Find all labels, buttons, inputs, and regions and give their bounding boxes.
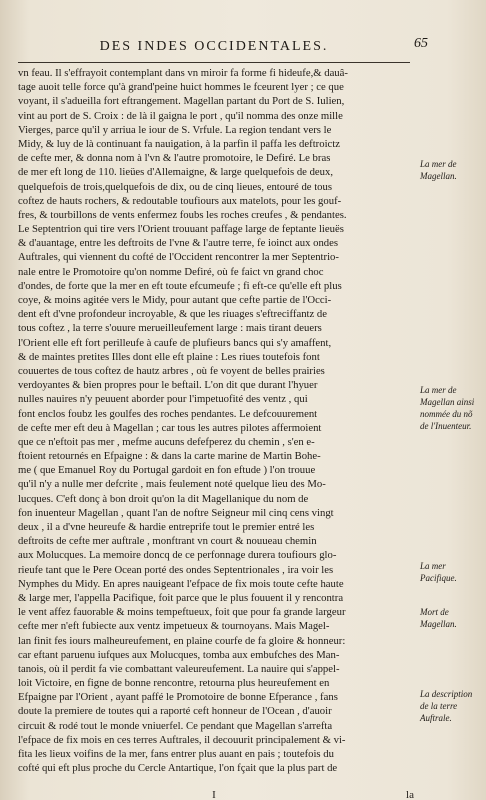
text-line: voyant, il s'adueilla fort eftrangement. Magellan partant du Port de S. Iulien, [18, 95, 345, 108]
body-text [18, 66, 410, 775]
text-line: & d'auantage, entre les deftroits de l'vne & l'autre terre, fe ioinct aux ondes [18, 237, 339, 250]
catchword: la [406, 789, 414, 800]
text-line: tous coftez , la terre s'ouure merueilleufement large : mais tirant deuers [18, 322, 322, 335]
text-line: Nymphes du Midy. En apres nauigeant l'efpace de fix mois toute cefte haute [18, 577, 344, 590]
text-line: & de maintes pretites Illes dont elle eft plaine : Les riues toutefois font [18, 350, 320, 363]
text-line: le vent affez fauorable & moins tempeftueux, foit que pour fa grande largeur [18, 606, 346, 619]
running-header [18, 36, 428, 63]
text-line: d'ondes, de forte que la mer en eft toute efcumeufe ; fi eft-ce qu'elle eft plus [18, 279, 342, 292]
text-line: fon inuenteur Magellan , quant l'an de noftre Seigneur mil cinq cens vingt [18, 506, 334, 519]
text-line: de mer eft long de 110. lieües d'Allemaigne, & large quelquefois de deux, [18, 166, 334, 179]
text-line: doute la premiere de toutes qui a raporté ceft honneur de l'Ocean , d'auoir [18, 705, 332, 718]
text-line: nulles nauires n'y peuuent aborder pour l'impetuofité des ventz , qui [18, 393, 308, 406]
margin-note-mort-magellan: Mort de Magellan. [420, 607, 457, 629]
page-number: 65 [414, 36, 428, 51]
text-line: aux Molucques. La memoire doncq de ce perfonnage durera toufiours glo- [18, 549, 337, 562]
text-line: Efpaigne par l'Orient , ayant paffé le Promotoire de bonne Efperance , fans [18, 691, 338, 704]
text-line: vint au port de S. Croix : de là il gaigna le port , qu'il nomma des onze mille [18, 109, 343, 122]
running-title: DES INDES OCCIDENTALES. [99, 39, 329, 54]
text-line: de cefte mer eft deu à Magellan ; car tous les autres pilotes affermoient [18, 421, 322, 434]
margin-note-mer-magellan-nommee: La mer de Magellan ainsi nommée du nõ de l'Inuenteur. [420, 385, 475, 431]
page-footer [18, 789, 414, 800]
text-line: Vierges, parce qu'il y arriua le iour de S. Vrfule. La region tendant vers le [18, 123, 332, 136]
text-line: me ( que Emanuel Roy du Portugal gardoit en fon eftude ) l'on trouue [18, 464, 316, 477]
text-line: car eftant paruenu iufques aux Molucques, tomba aux embufches des Man- [18, 648, 340, 661]
text-line: font enclos foubz les goulfes des roches pendantes. Le defcouurement [18, 407, 318, 420]
text-line: quelquefois de trois,quelquefois de dix, ou de cinq lieues, entouré de tous [18, 180, 333, 193]
text-line: coye, & moins agitée vers le Midy, pour autant que cefte partie de l'Occi- [18, 294, 332, 306]
text-line: rieufe tant que le Pere Ocean porté des ondes Septentrionales , ira voir les [18, 563, 334, 576]
text-line: couuertes de tous coftez de hautz arbres , où fe voyent de belles prairies [18, 364, 325, 377]
text-line: cofté qui eft plus proche du Cercle Antartique, l'on fçait que la plus part de [18, 762, 338, 775]
text-line: vn feau. Il s'effrayoit contemplant dans vn miroir fa forme fi hideufe,& dauâ- [18, 67, 348, 79]
text-line: deftroits de cefte mer auftrale , monftrant vn court & nouueau chemin [18, 535, 317, 548]
margin-note-mer-de-magellan: La mer de Magellan. [420, 159, 457, 181]
text-line: lucques. C'eft donç à bon droit qu'on la dit Magellanique du nom de [18, 492, 309, 505]
text-line: l'Orient elle eft fort perilleufe à caufe de plufieurs bancs qui s'y amaffent, [18, 336, 332, 349]
text-line: & large mer, l'appella Pacifique, foit parce que le plus fouuent il y rencontra [18, 591, 344, 604]
text-line: de cefte mer, & donna nom à l'vn & l'autre promotoire, le Defiré. Le bras [18, 152, 331, 165]
text-line: Le Septentrion qui tire vers l'Orient trouuant paffage large de feptante lieuës [18, 223, 344, 236]
text-line: ftoient retournés en Efpaigne : & dans la carte marine de Martin Bohe- [18, 450, 321, 463]
text-line: que ce n'eftoit pas mer , mefme aucuns defefperez du chemin , s'en e- [18, 435, 315, 448]
text-line: nale entre le Promotoire qu'on nomme Defiré, où fe faict vn grand choc [18, 265, 324, 278]
text-line: Midy, & luy de là continuant fa nauigation, à la parfin il paffa les deftroictz [18, 137, 341, 150]
text-line: l'efpace de fix mois en ces terres Auftrales, il decouurit principalement & vi- [18, 733, 346, 746]
text-line: cefte mer n'eft fubiecte aux ventz impetueux & tournoyans. Mais Magel- [18, 620, 330, 633]
text-line: lan finit fes iours malheureufement, en plaine courfe de fa gloire & honneur: [18, 634, 346, 647]
text-line: circuit & rodé tout le monde vniuerfel. Ce pendant que Magellan s'arrefta [18, 719, 333, 732]
text-line: fita les lieux voifins de la mer, fans entrer plus auant en pais ; toutefois du [18, 748, 334, 760]
text-line: loit Victoire, en figne de bonne rencontre, retourna plus heureufement en [18, 677, 330, 690]
margin-note-mer-pacifique: La mer Pacifique. [420, 561, 457, 583]
text-line: Auftrales, qui viennent du cofté de l'Occident rencontrer la mer Septentrio- [18, 251, 339, 264]
text-line: coftez de hauts rochers, & redoutable toufiours aux matelots, pour les gouf- [18, 194, 342, 207]
text-line: dent eft d'vne profondeur incroyable, & que les riuages s'eftreciffantz de [18, 308, 328, 321]
text-line: tage auoit telle force qu'à grand'peine huict hommes le fceurent lyer ; ce que [18, 81, 344, 94]
signature-mark: I [212, 789, 216, 800]
text-line: fres, & tourbillons de vents enfermez foubs les roches creufes , & pendantes. [18, 208, 347, 221]
text-line: deux , il a d'vne heureufe & hardie entreprife tout le premier entré les [18, 521, 315, 533]
text-line: verdoyantes & bien propres pour le beftail. L'on dit que durant l'hyuer [18, 379, 318, 392]
margin-note-description-terre-australe: La description de la terre Auftrale. [420, 689, 473, 723]
text-line: tanois, où il perdit fa vie combattant valeureufement. La nauire qui s'appel- [18, 662, 340, 675]
text-line: qu'il n'y a nulle mer defcrite , mais feulement noté quelque lieu des Mo- [18, 478, 326, 491]
